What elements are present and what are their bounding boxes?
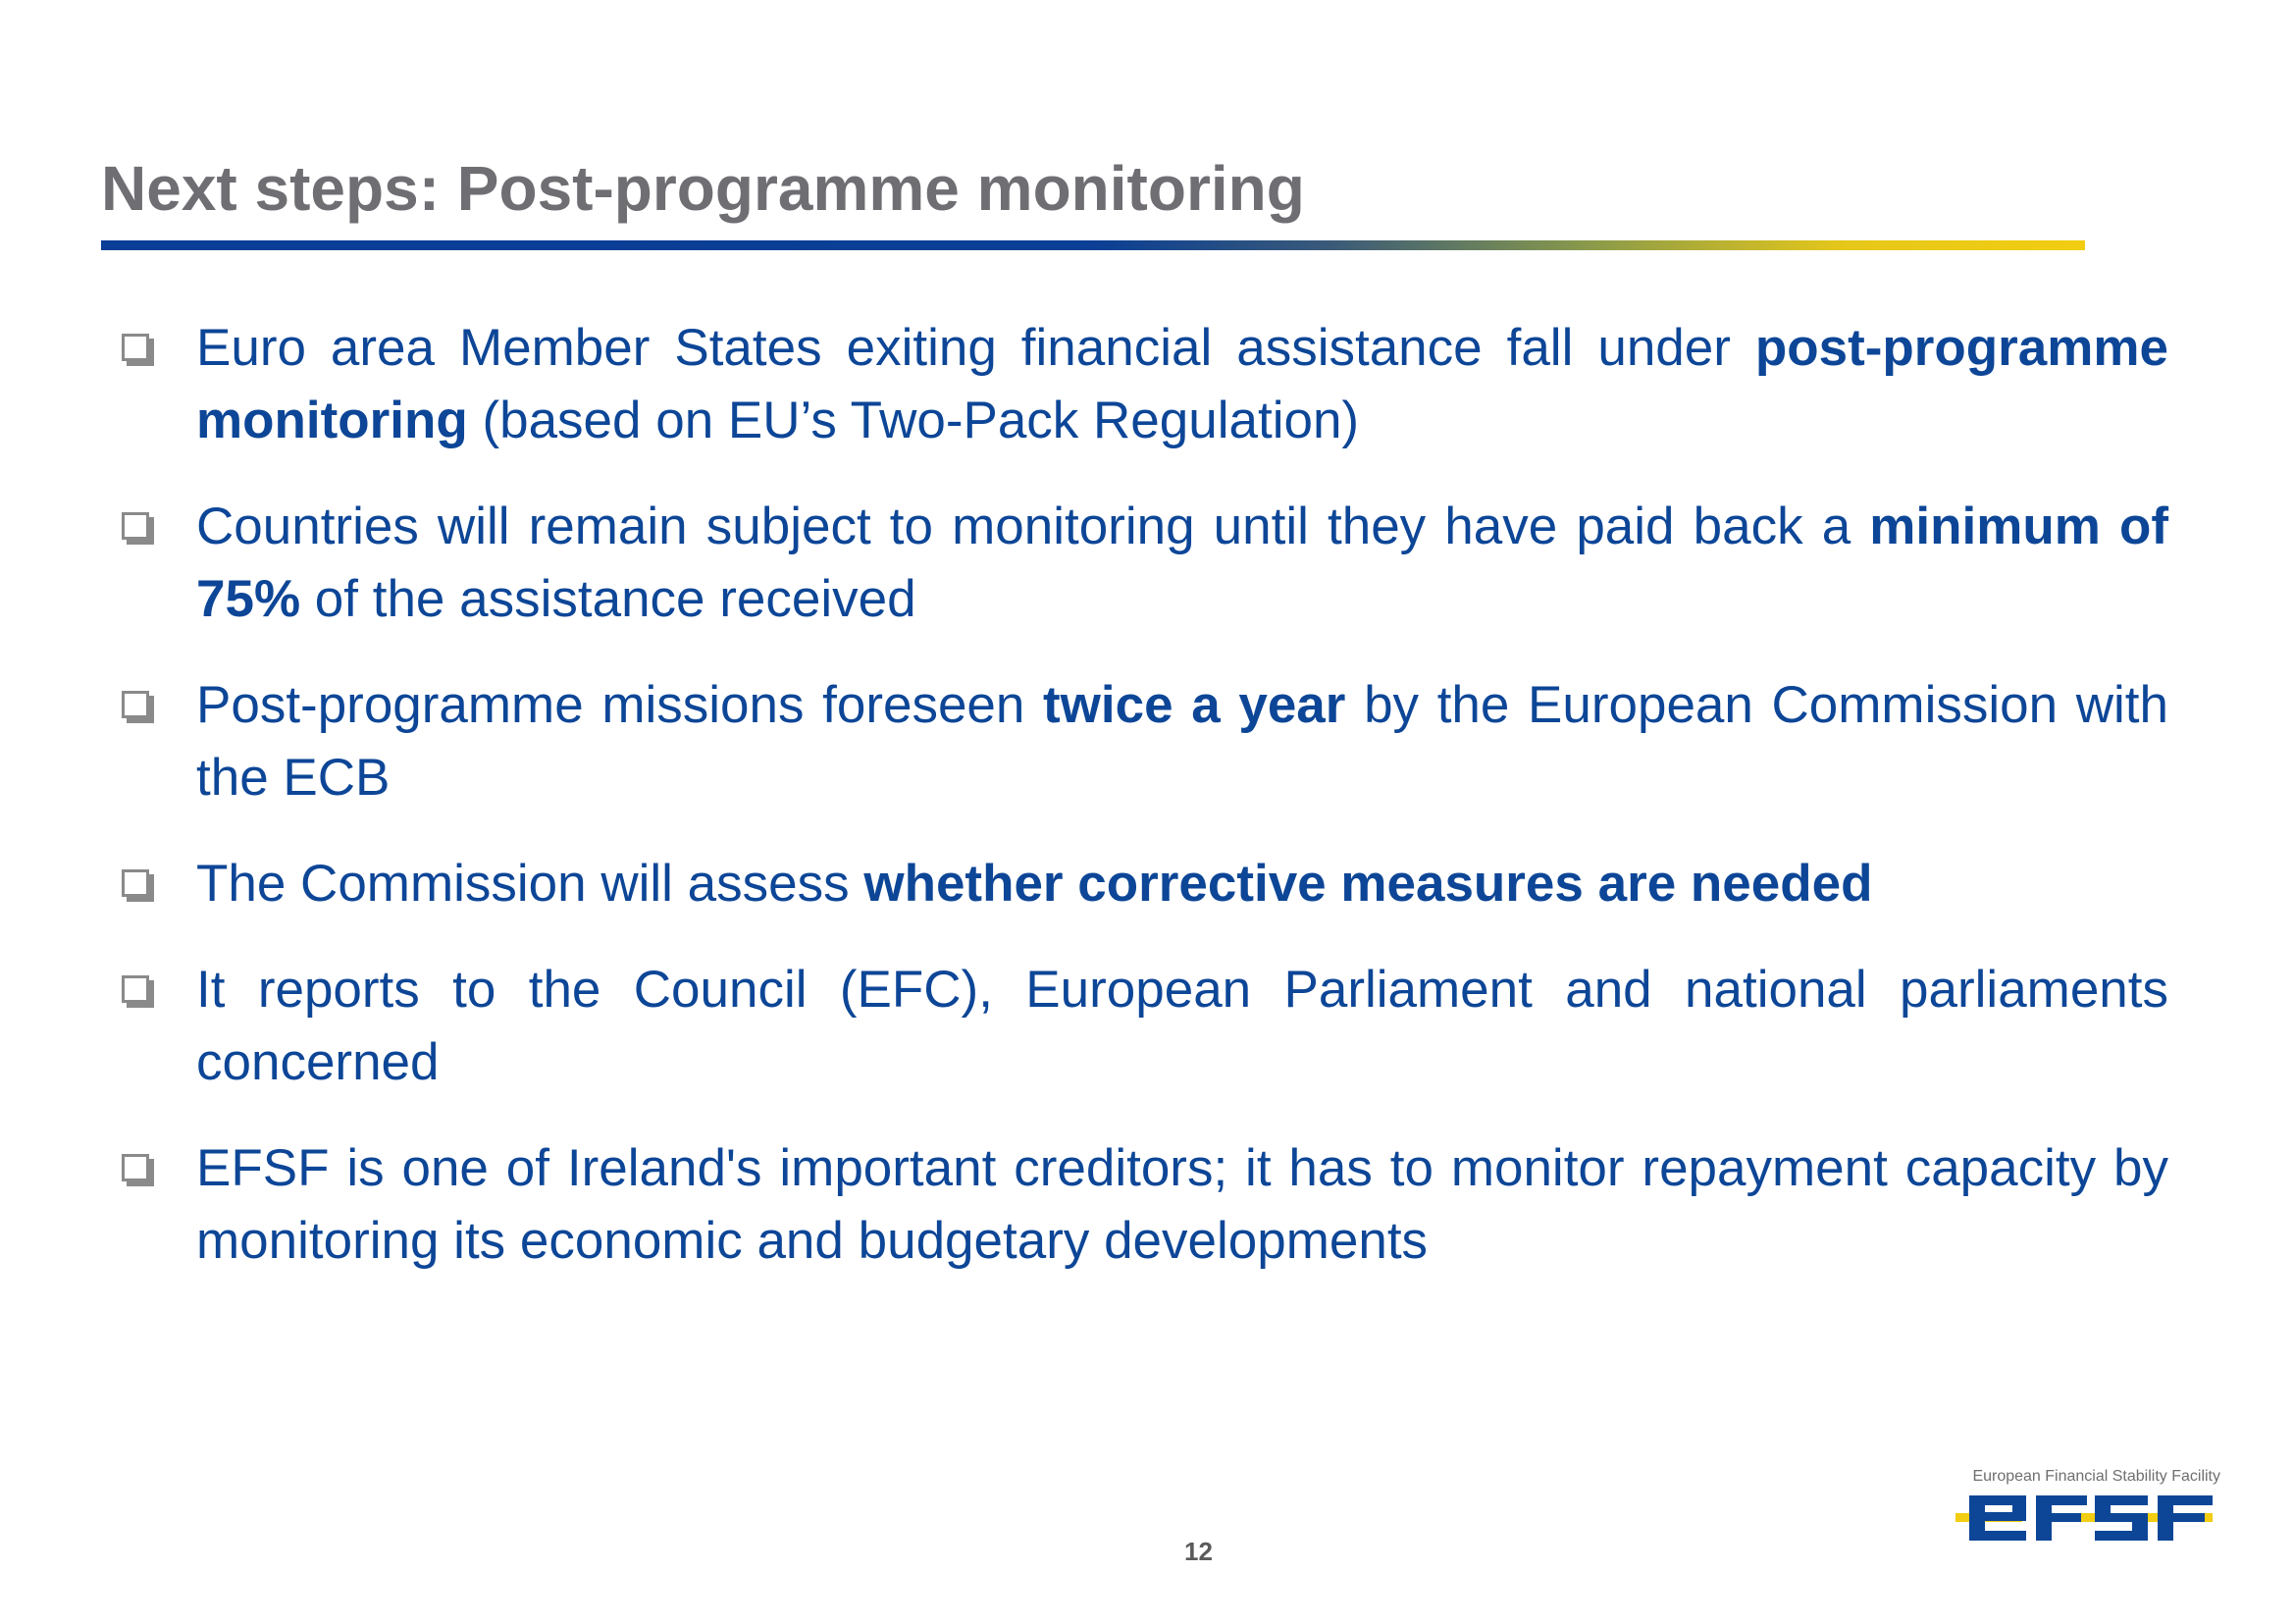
bullet-text: of the assistance received bbox=[300, 570, 916, 628]
efsf-logo bbox=[1955, 1468, 2220, 1552]
bullet-text: EFSF is one of Ireland's important creditors; it has to monitor repayment capacity by monitoring its economic and budgetary developments bbox=[196, 1139, 2168, 1270]
bullet-item bbox=[118, 1132, 2168, 1278]
bullet-text: Euro area Member States exiting financial assistance fall under bbox=[196, 319, 1755, 377]
efsf-wordmark-icon bbox=[1955, 1492, 2220, 1552]
checkbox-bullet-icon bbox=[122, 691, 149, 718]
page-number: 12 bbox=[1184, 1537, 1213, 1566]
bullet-emphasis: minimum of 75% bbox=[196, 498, 2168, 628]
checkbox-bullet-icon bbox=[122, 1154, 149, 1181]
bullet-text: Post-programme missions foreseen bbox=[196, 676, 1044, 734]
bullet-text: It reports to the Council (EFC), European Parliament and national parliaments concerned bbox=[196, 961, 2168, 1091]
logo-caption: European Financial Stability Facility bbox=[1972, 1468, 2220, 1485]
checkbox-bullet-icon bbox=[122, 975, 149, 1003]
bullet-item bbox=[118, 669, 2168, 814]
bullet-text: Countries will remain subject to monitoring until they have paid back a bbox=[196, 498, 1870, 555]
bullet-emphasis: post-programme monitoring bbox=[196, 319, 2168, 449]
slide-title: Next steps: Post-programme monitoring bbox=[101, 153, 1305, 224]
bullet-item bbox=[118, 312, 2168, 457]
bullet-text: (based on EU’s Two-Pack Regulation) bbox=[467, 392, 1360, 449]
bullet-item bbox=[118, 954, 2168, 1099]
checkbox-bullet-icon bbox=[122, 334, 149, 361]
checkbox-bullet-icon bbox=[122, 869, 149, 897]
bullet-item bbox=[118, 491, 2168, 636]
bullet-emphasis: whether corrective measures are needed bbox=[863, 855, 1873, 913]
checkbox-bullet-icon bbox=[122, 512, 149, 540]
bullet-list bbox=[118, 312, 2168, 1311]
bullet-item bbox=[118, 848, 2168, 920]
bullet-text: by the European Commission with the ECB bbox=[196, 676, 2168, 807]
bullet-emphasis: twice a year bbox=[1043, 676, 1346, 734]
bullet-text: The Commission will assess bbox=[196, 855, 864, 913]
title-underline bbox=[101, 240, 2085, 250]
